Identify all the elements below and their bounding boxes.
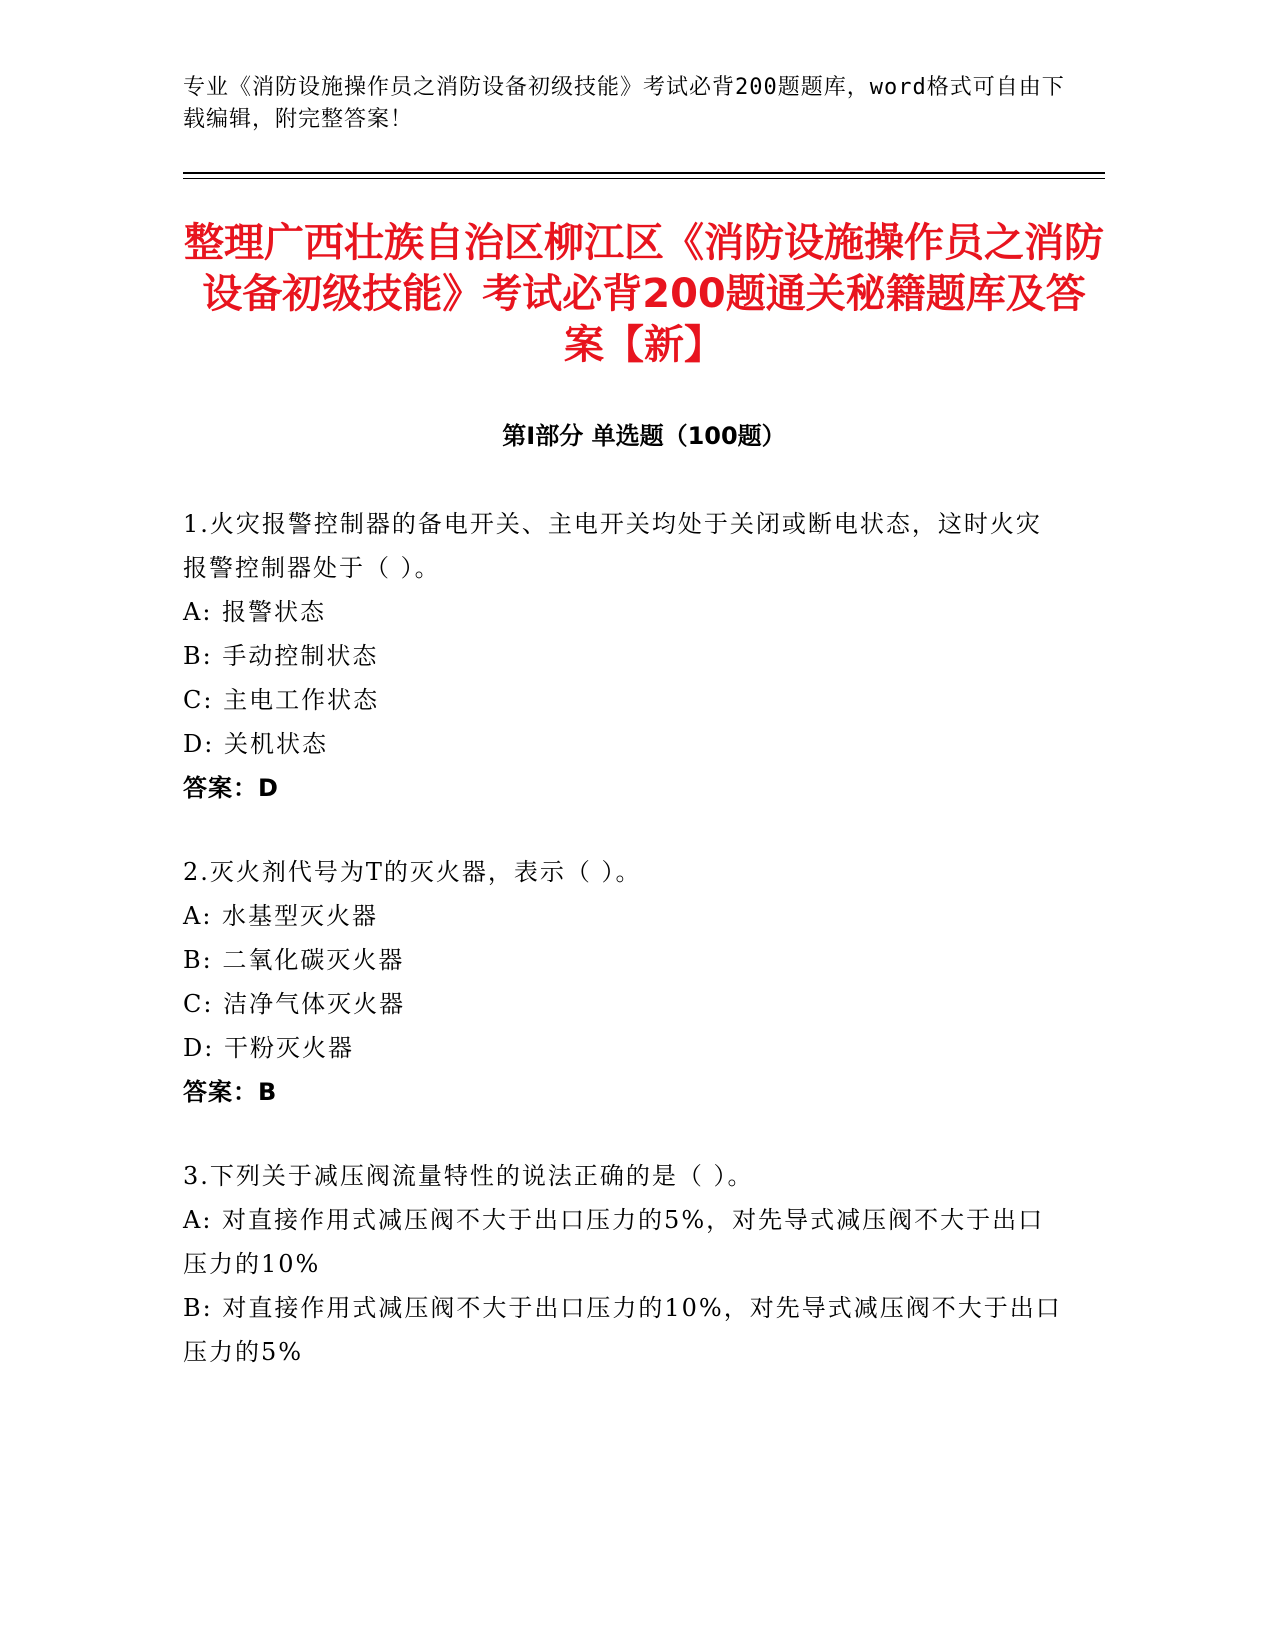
question-stem: 2.灭火剂代号为T的灭火器，表示（ ）。	[183, 858, 642, 886]
question-3	[183, 1154, 1063, 1374]
question-stem: 1.火灾报警控制器的备电开关、主电开关均处于关闭或断电状态，这时火灾报警控制器处于（ ）。	[183, 510, 1042, 582]
section-heading: 第I部分 单选题（100题）	[502, 422, 786, 450]
answer-line	[183, 766, 1063, 810]
answer-value: D	[258, 774, 278, 802]
header-rule-thick	[183, 172, 1105, 174]
option-c: C: 洁净气体灭火器	[183, 990, 406, 1018]
answer-line	[183, 1070, 1063, 1114]
option-c: C: 主电工作状态	[183, 686, 380, 714]
answer-value: B	[258, 1078, 277, 1106]
option-b: B: 二氧化碳灭火器	[183, 946, 405, 974]
question-1	[183, 502, 1063, 810]
document-title: 整理广西壮族自治区柳江区《消防设施操作员之消防设备初级技能》考试必背200题通关秘籍题库及答案【新】	[184, 220, 1104, 368]
answer-label: 答案：	[183, 774, 258, 802]
answer-label: 答案：	[183, 1078, 258, 1106]
option-d: D: 干粉灭火器	[183, 1034, 354, 1062]
header-note: 专业《消防设施操作员之消防设备初级技能》考试必背200题题库，word格式可自由下载编辑，附完整答案！	[183, 75, 1065, 132]
option-b: B: 对直接作用式减压阀不大于出口压力的10%，对先导式减压阀不大于出口压力的5%	[183, 1294, 1062, 1366]
question-list	[183, 502, 1063, 1414]
question-stem: 3.下列关于减压阀流量特性的说法正确的是（ ）。	[183, 1162, 754, 1190]
option-b: B: 手动控制状态	[183, 642, 379, 670]
question-2	[183, 850, 1063, 1114]
header-rule-thin	[183, 178, 1105, 179]
option-a: A: 对直接作用式减压阀不大于出口压力的5%，对先导式减压阀不大于出口压力的10%	[183, 1206, 1045, 1278]
option-d: D: 关机状态	[183, 730, 328, 758]
option-a: A: 水基型灭火器	[183, 902, 379, 930]
option-a: A: 报警状态	[183, 598, 327, 626]
